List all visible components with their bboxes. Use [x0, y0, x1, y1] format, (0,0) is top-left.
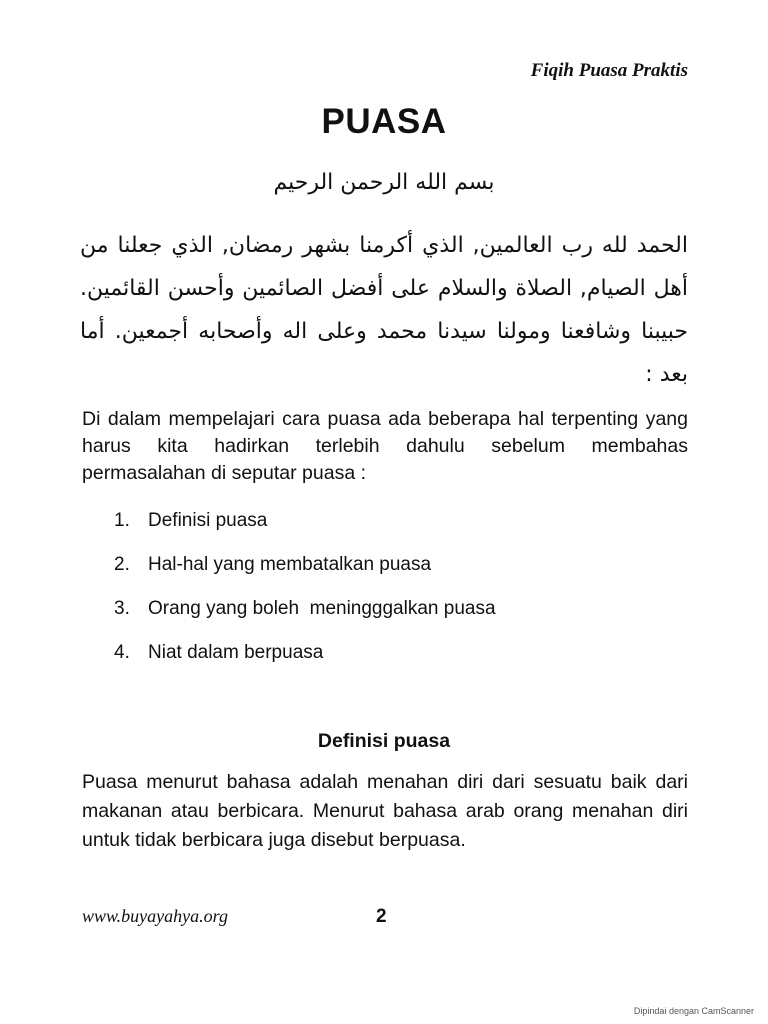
list-item-text: Orang yang boleh meningggalkan puasa [148, 598, 496, 619]
arabic-intro-paragraph: الحمد لله رب العالمين, الذي أكرمنا بشهر رمضان, الذي جعلنا من أهل الصيام, الصلاة والسلام على أفضل الصائمين وأحسن القائمين. حبيبنا وشافعنا ومولنا سيدنا محمد وعلى اله وأصحابه أجمعين. أما بعد : [80, 233, 688, 387]
list-item-text: Niat dalam berpuasa [148, 642, 324, 663]
list-item-number: 3. [114, 598, 130, 619]
list-item [114, 508, 496, 552]
list-item-number: 4. [114, 642, 130, 663]
list-item-number: 2. [114, 554, 130, 575]
list-item-text: Hal-hal yang membatalkan puasa [148, 554, 432, 575]
list-item [114, 596, 496, 640]
running-header-title: Fiqih Puasa Praktis [530, 60, 688, 81]
page-title: PUASA [321, 102, 447, 141]
section-paragraph: Puasa menurut bahasa adalah menahan diri dari sesuatu baik dari makanan atau berbicara. Menurut bahasa arab orang menahan diri untuk tidak berbicara juga disebut berpuasa. [82, 771, 688, 851]
footer-website: www.buyayahya.org [82, 906, 228, 926]
page-number: 2 [376, 906, 387, 927]
basmala-text: بسم الله الرحمن الرحيم [273, 170, 495, 195]
topic-list [114, 508, 496, 684]
list-item [114, 552, 496, 596]
list-item-text: Definisi puasa [148, 510, 268, 531]
scanner-watermark: Dipindai dengan CamScanner [633, 1006, 754, 1016]
list-item [114, 640, 496, 684]
list-item-number: 1. [114, 510, 130, 531]
intro-paragraph: Di dalam mempelajari cara puasa ada beberapa hal terpenting yang harus kita hadirkan terlebih dahulu sebelum membahas permasalahan di seputar puasa : [82, 408, 688, 484]
section-heading: Definisi puasa [317, 730, 451, 752]
